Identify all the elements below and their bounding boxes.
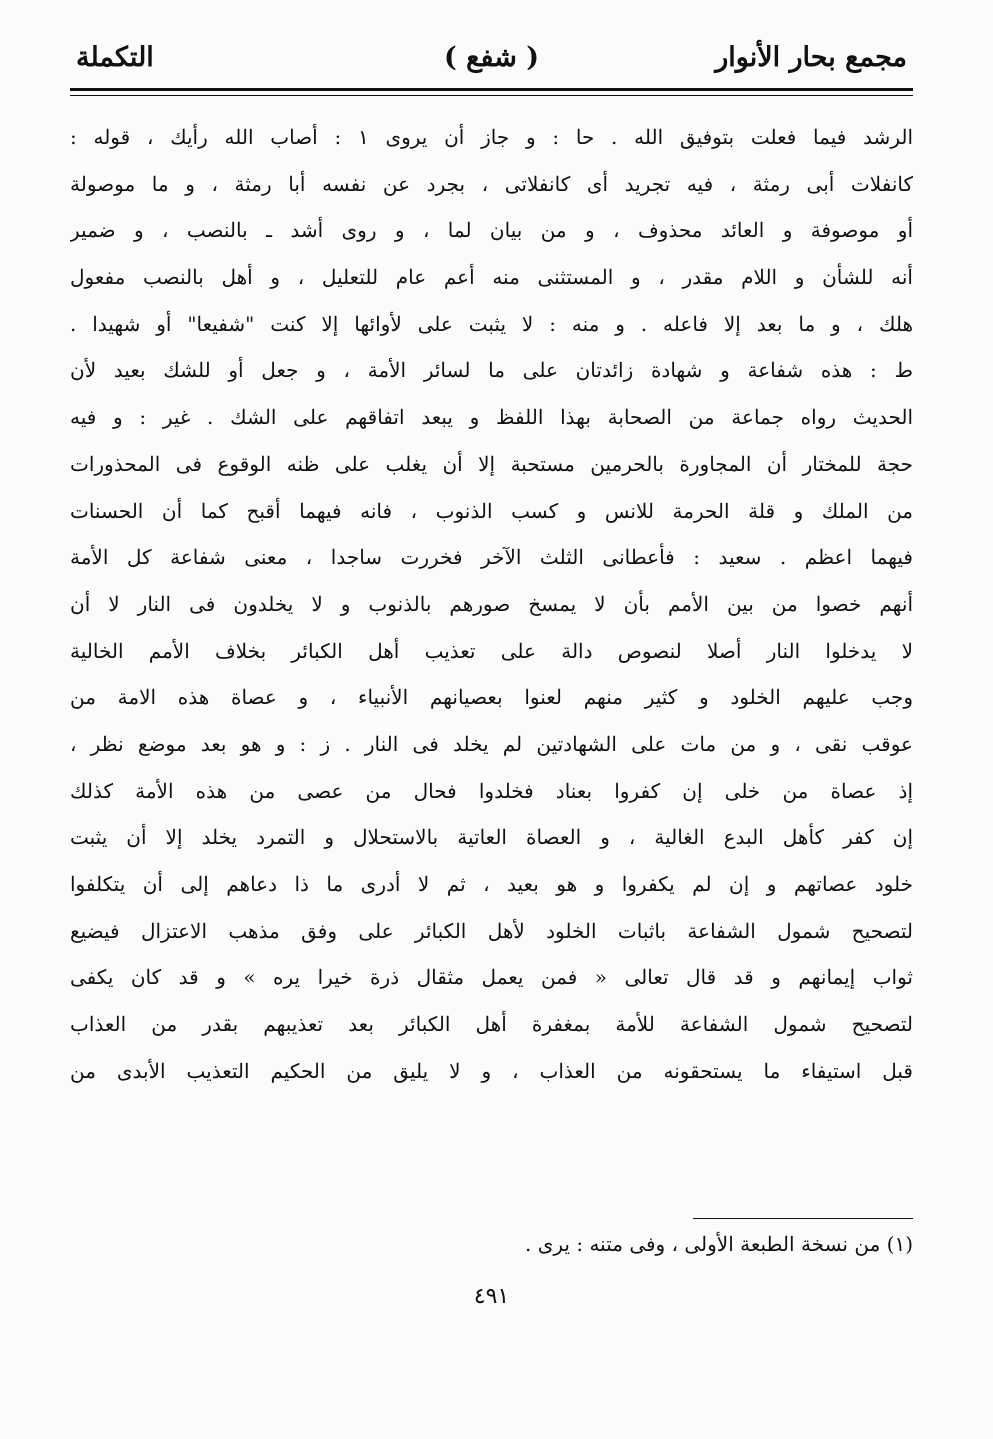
- section-title: التكملة: [76, 42, 154, 73]
- entry-root: ( شفع ): [443, 42, 540, 73]
- text-line: لتصحيح شمول الشفاعة باثبات الخلود لأهل الكبائر على وفق مذهب الاعتزال فيضيع: [70, 918, 913, 943]
- text-line: الحديث رواه جماعة من الصحابة بهذا اللفظ و يبعد اتفاقهم على الشك . غير : و فيه: [70, 405, 913, 430]
- text-line: أو موصوفة و العائد محذوف ، و من بيان لما ، و روى أشد ـ بالنصب ، و ضمير: [70, 218, 913, 243]
- footnote-rule: [693, 1218, 913, 1219]
- book-page: [70, 30, 913, 1410]
- text-line: قبل استيفاء ما يستحقونه من العذاب ، و لا يليق من الحكيم التعذيب الأبدى من: [70, 1058, 913, 1083]
- footnote: (١) من نسخة الطبعة الأولى ، وفى متنه : يرى .: [525, 1232, 913, 1256]
- running-header: [70, 30, 913, 88]
- text-line: هلك ، و ما بعد إلا فاعله . و منه : لا يثبت على لأوائها إلا كنت "شفيعا" أو شهيدا .: [70, 311, 913, 336]
- header-rule-thick: [70, 88, 913, 91]
- text-line: كانفلات أبى رمثة ، فيه تجريد أى كانفلاتى ، بجرد عن نفسه أبا رمثة ، و ما موصولة: [70, 171, 913, 196]
- text-line: الرشد فيما فعلت بتوفيق الله . حا : و جاز أن يروى ١ : أصاب الله رأيك ، قوله :: [70, 125, 913, 149]
- text-line: عوقب نقى ، و من مات على الشهادتين لم يخلد فى النار . ز : و هو بعد موضع نظر ،: [70, 731, 913, 756]
- text-line: إن كفر كأهل البدع الغالية ، و العصاة العاتية بالاستحلال و التمرد يخلد إلا أن يثبت: [70, 825, 913, 850]
- body-text: [70, 114, 913, 1094]
- text-line: ط : هذه شفاعة و شهادة زائدتان على ما لسائر الأمة ، و جعل أو للشك بعيد لأن: [70, 358, 913, 383]
- header-rule-thin: [70, 95, 913, 96]
- book-title: مجمع بحار الأنوار: [715, 42, 907, 73]
- text-line: أنه للشأن و اللام مقدر ، و المستثنى منه أعم عام للتعليل ، و أهل بالنصب مفعول: [70, 265, 913, 290]
- text-line: فيهما اعظم . سعيد : فأعطانى الثلث الآخر فخررت ساجدا ، معنى شفاعة كل الأمة: [70, 545, 913, 570]
- text-line: أنهم خصوا من بين الأمم بأن لا يمسخ صورهم بالذنوب و لا يخلدون فى النار لا أن: [70, 591, 913, 616]
- text-line: ثواب إيمانهم و قد قال تعالى « فمن يعمل مثقال ذرة خيرا يره » و قد كان يكفى: [70, 965, 913, 990]
- text-line: من الملك و قلة الحرمة للانس و كسب الذنوب ، فانه فيهما أقبح كما أن الحسنات: [70, 498, 913, 523]
- text-line: حجة للمختار أن المجاورة بالحرمين مستحبة إلا أن يغلب على ظنه الوقوع فى المحذورات: [70, 451, 913, 476]
- page-number: ٤٩١: [473, 1284, 510, 1309]
- text-line: لا يدخلوا النار أصلا لنصوص دالة على تعذيب أهل الكبائر بخلاف الأمم الخالية: [70, 638, 913, 663]
- text-line: إذ عصاة من خلى إن كفروا بعناد فخلدوا فحال من عصى من هذه الأمة كذلك: [70, 778, 913, 803]
- text-line: خلود عصاتهم و إن لم يكفروا و هو بعيد ، ثم لا أدرى ما ذا دعاهم إلى أن يتكلفوا: [70, 872, 913, 896]
- text-line: وجب عليهم الخلود و كثير منهم لعنوا بعصيانهم الأنبياء ، و عصاة هذه الامة من: [70, 685, 913, 710]
- text-line: لتصحيح شمول الشفاعة للأمة بمغفرة أهل الكبائر بعد تعذيبهم بقدر من العذاب: [70, 1012, 913, 1037]
